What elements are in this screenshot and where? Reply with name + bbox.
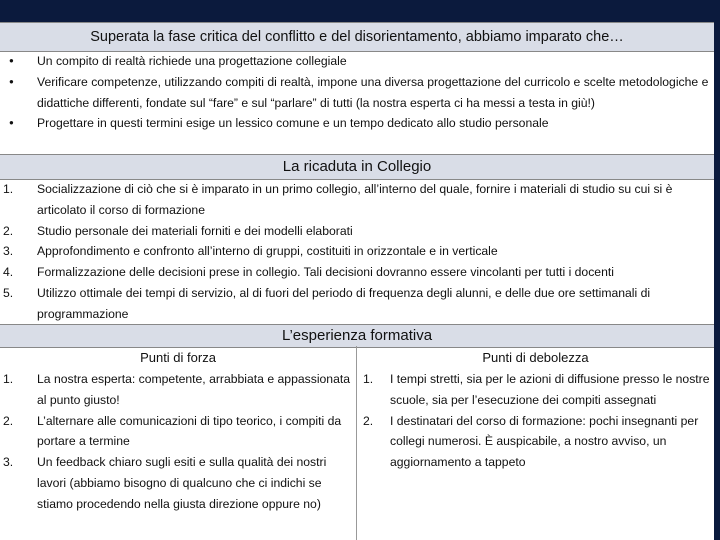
- bullet-icon: ●: [9, 118, 14, 128]
- list-item: 2. L’alternare alle comunicazioni di tipo teorico, i compiti da portare a termine: [3, 413, 342, 449]
- section-title: La ricaduta in Collegio: [282, 158, 432, 175]
- list-item: 2. I destinatari del corso di formazione: pochi insegnanti per collegi numerosi. È auspicabile, a nostro avviso, un aggiornamento a tappeto: [363, 413, 699, 470]
- list-item: 2. Studio personale dei materiali forniti e dei modelli elaborati: [3, 223, 353, 238]
- column-divider: [356, 346, 357, 540]
- slide-content: [0, 22, 714, 540]
- list-item: ● Verificare competenze, utilizzando compiti di realtà, impone una diversa progettazione del curricolo e scelte metodologiche e didattiche differenti, fondate sul “fare” e sul “parlare” di tutti (la nostra esperta ci ha messi a testa in giù!): [37, 72, 709, 114]
- list-item: ● Progettare in questi termini esige un lessico comune e un tempo dedicato allo studio personale: [37, 113, 709, 134]
- numbered-list: [3, 179, 711, 325]
- bullet-icon: ●: [9, 56, 14, 65]
- section-header-experience: [0, 324, 714, 348]
- list-item: 5. Utilizzo ottimale dei tempi di servizio, al di fuori del periodo di frequenza degli alunni, e delle due ore settimanali di programmazione: [3, 285, 651, 321]
- list-item: 3. Un feedback chiaro sugli esiti e sulla qualità dei nostri lavori (abbiamo bisogno di qualcuno che ci indichi se stiamo procedendo nella giusta direzione oppure no): [3, 455, 327, 511]
- strengths-list: [3, 369, 353, 515]
- list-item: 1. La nostra esperta: competente, arrabbiata e appassionata al punto giusto!: [3, 372, 351, 407]
- list-item: 1. I tempi stretti, sia per le azioni di diffusione presso le nostre scuole, sia per l’esecuzione dei compiti assegnati: [363, 372, 710, 407]
- strengths-heading: Punti di forza: [140, 350, 216, 365]
- list-item: 4. Formalizzazione delle decisioni prese in collegio. Tali decisioni dovranno essere vincolanti per tutti i docenti: [3, 265, 614, 280]
- bullet-list: [9, 51, 709, 134]
- section-header-conclusions: [0, 22, 714, 52]
- bullet-icon: ●: [9, 76, 14, 86]
- list-item: ● Un compito di realtà richiede una progettazione collegiale: [37, 51, 709, 72]
- section-title: Superata la fase critica del conflitto e del disorientamento, abbiamo imparato che…: [90, 29, 624, 45]
- list-item: 1. Socializzazione di ciò che si è imparato in un primo collegio, all’interno del quale, fornire i materiali di studio su cui si è articolato il corso di formazione: [3, 182, 673, 217]
- list-item: 3. Approfondimento e confronto all’interno di gruppi, costituiti in orizzontale e in verticale: [3, 244, 498, 259]
- weaknesses-heading: Punti di debolezza: [482, 350, 589, 365]
- section-header-college: [0, 154, 714, 180]
- section-title: L’esperienza formativa: [281, 327, 433, 344]
- weaknesses-list: [363, 369, 712, 473]
